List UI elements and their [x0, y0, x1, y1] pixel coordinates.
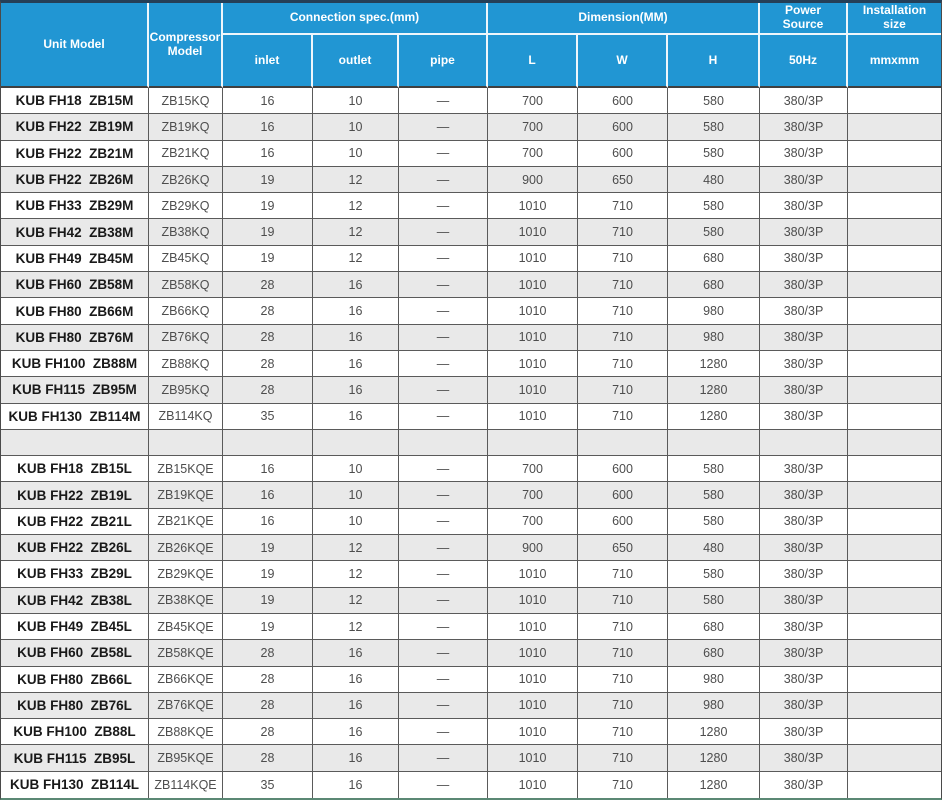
cell-w: 600: [578, 114, 668, 140]
cell-w: 710: [578, 561, 668, 587]
cell-pipe: —: [399, 167, 488, 193]
cell-unit-model: KUB FH80 ZB76L: [1, 693, 149, 719]
cell-pipe: —: [399, 88, 488, 114]
cell-install: [848, 377, 941, 403]
cell-inlet: 19: [223, 246, 313, 272]
cell-install: [848, 535, 941, 561]
cell-h: 680: [668, 614, 760, 640]
cell-outlet: 16: [313, 772, 399, 798]
cell-w: 710: [578, 745, 668, 771]
cell-l: 1010: [488, 719, 578, 745]
cell-compressor-model: ZB76KQ: [149, 325, 223, 351]
cell-inlet: 19: [223, 167, 313, 193]
cell-inlet: 16: [223, 482, 313, 508]
cell-pipe: —: [399, 640, 488, 666]
cell-pipe: —: [399, 141, 488, 167]
col-group-power-source: Power Source: [760, 3, 848, 35]
cell-l: 1010: [488, 404, 578, 430]
cell-unit-model: KUB FH18 ZB15M: [1, 88, 149, 114]
cell-power: 380/3P: [760, 456, 848, 482]
cell-power: 380/3P: [760, 272, 848, 298]
cell-power: 380/3P: [760, 114, 848, 140]
cell-power: 380/3P: [760, 719, 848, 745]
cell-l: 1010: [488, 193, 578, 219]
col-header-50hz: 50Hz: [760, 35, 848, 88]
cell-inlet: 28: [223, 693, 313, 719]
cell-install: [848, 404, 941, 430]
cell-outlet: 16: [313, 351, 399, 377]
cell-inlet: 35: [223, 772, 313, 798]
cell-unit-model: [1, 430, 149, 456]
cell-outlet: 12: [313, 193, 399, 219]
cell-inlet: 19: [223, 535, 313, 561]
cell-outlet: 16: [313, 404, 399, 430]
cell-pipe: [399, 430, 488, 456]
cell-l: 1010: [488, 588, 578, 614]
cell-pipe: —: [399, 719, 488, 745]
cell-compressor-model: ZB88KQE: [149, 719, 223, 745]
cell-pipe: —: [399, 351, 488, 377]
cell-h: 480: [668, 167, 760, 193]
cell-install: [848, 561, 941, 587]
cell-unit-model: KUB FH130 ZB114M: [1, 404, 149, 430]
cell-compressor-model: [149, 430, 223, 456]
cell-h: 1280: [668, 351, 760, 377]
cell-compressor-model: ZB21KQ: [149, 141, 223, 167]
cell-install: [848, 667, 941, 693]
cell-pipe: —: [399, 272, 488, 298]
col-header-inlet: inlet: [223, 35, 313, 88]
cell-compressor-model: ZB95KQ: [149, 377, 223, 403]
cell-outlet: 16: [313, 745, 399, 771]
cell-install: [848, 141, 941, 167]
cell-w: 650: [578, 535, 668, 561]
cell-power: 380/3P: [760, 772, 848, 798]
cell-h: 580: [668, 141, 760, 167]
cell-l: 1010: [488, 298, 578, 324]
cell-install: [848, 509, 941, 535]
cell-l: 1010: [488, 561, 578, 587]
cell-pipe: —: [399, 219, 488, 245]
cell-unit-model: KUB FH80 ZB66M: [1, 298, 149, 324]
cell-w: 710: [578, 640, 668, 666]
cell-power: 380/3P: [760, 535, 848, 561]
cell-compressor-model: ZB88KQ: [149, 351, 223, 377]
cell-pipe: —: [399, 246, 488, 272]
cell-unit-model: KUB FH22 ZB21L: [1, 509, 149, 535]
cell-compressor-model: ZB29KQ: [149, 193, 223, 219]
cell-power: 380/3P: [760, 693, 848, 719]
cell-power: 380/3P: [760, 404, 848, 430]
cell-unit-model: KUB FH100 ZB88M: [1, 351, 149, 377]
cell-compressor-model: ZB45KQ: [149, 246, 223, 272]
cell-install: [848, 246, 941, 272]
cell-w: 710: [578, 693, 668, 719]
cell-h: 1280: [668, 719, 760, 745]
cell-pipe: —: [399, 298, 488, 324]
cell-unit-model: KUB FH42 ZB38M: [1, 219, 149, 245]
cell-outlet: 16: [313, 640, 399, 666]
cell-w: 600: [578, 88, 668, 114]
cell-unit-model: KUB FH49 ZB45L: [1, 614, 149, 640]
cell-compressor-model: ZB15KQ: [149, 88, 223, 114]
cell-outlet: 10: [313, 141, 399, 167]
cell-install: [848, 693, 941, 719]
cell-w: 650: [578, 167, 668, 193]
cell-install: [848, 167, 941, 193]
col-header-mmxmm: mmxmm: [848, 35, 941, 88]
cell-w: 710: [578, 246, 668, 272]
cell-pipe: —: [399, 614, 488, 640]
cell-inlet: 16: [223, 114, 313, 140]
cell-w: 710: [578, 325, 668, 351]
cell-h: 580: [668, 193, 760, 219]
cell-outlet: 10: [313, 509, 399, 535]
cell-h: [668, 430, 760, 456]
cell-install: [848, 456, 941, 482]
cell-install: [848, 193, 941, 219]
cell-compressor-model: ZB66KQE: [149, 667, 223, 693]
cell-compressor-model: ZB15KQE: [149, 456, 223, 482]
cell-power: 380/3P: [760, 351, 848, 377]
cell-w: 710: [578, 193, 668, 219]
cell-l: 1010: [488, 693, 578, 719]
cell-compressor-model: ZB21KQE: [149, 509, 223, 535]
cell-compressor-model: ZB26KQE: [149, 535, 223, 561]
cell-outlet: 16: [313, 298, 399, 324]
cell-l: 1010: [488, 272, 578, 298]
cell-unit-model: KUB FH22 ZB19L: [1, 482, 149, 508]
cell-pipe: —: [399, 535, 488, 561]
cell-inlet: 19: [223, 561, 313, 587]
cell-inlet: 16: [223, 509, 313, 535]
cell-install: [848, 351, 941, 377]
cell-h: 1280: [668, 772, 760, 798]
cell-l: 1010: [488, 640, 578, 666]
cell-unit-model: KUB FH22 ZB21M: [1, 141, 149, 167]
cell-unit-model: KUB FH22 ZB26M: [1, 167, 149, 193]
cell-h: 580: [668, 456, 760, 482]
cell-inlet: 16: [223, 141, 313, 167]
cell-unit-model: KUB FH60 ZB58M: [1, 272, 149, 298]
cell-compressor-model: ZB38KQ: [149, 219, 223, 245]
cell-inlet: 16: [223, 88, 313, 114]
cell-h: 1280: [668, 404, 760, 430]
cell-pipe: —: [399, 377, 488, 403]
cell-compressor-model: ZB19KQ: [149, 114, 223, 140]
cell-power: 380/3P: [760, 561, 848, 587]
cell-compressor-model: ZB58KQE: [149, 640, 223, 666]
cell-l: 1010: [488, 614, 578, 640]
cell-pipe: —: [399, 745, 488, 771]
cell-pipe: —: [399, 456, 488, 482]
cell-l: 1010: [488, 351, 578, 377]
cell-install: [848, 640, 941, 666]
cell-outlet: 10: [313, 88, 399, 114]
cell-install: [848, 430, 941, 456]
cell-w: 710: [578, 588, 668, 614]
cell-unit-model: KUB FH18 ZB15L: [1, 456, 149, 482]
cell-unit-model: KUB FH33 ZB29L: [1, 561, 149, 587]
cell-inlet: 35: [223, 404, 313, 430]
cell-power: 380/3P: [760, 193, 848, 219]
cell-w: 710: [578, 772, 668, 798]
cell-w: 710: [578, 219, 668, 245]
cell-compressor-model: ZB95KQE: [149, 745, 223, 771]
cell-l: 1010: [488, 246, 578, 272]
cell-outlet: 16: [313, 377, 399, 403]
col-group-installation-size: Installation size: [848, 3, 941, 35]
cell-install: [848, 745, 941, 771]
cell-h: 580: [668, 114, 760, 140]
cell-install: [848, 614, 941, 640]
cell-power: 380/3P: [760, 588, 848, 614]
cell-l: [488, 430, 578, 456]
cell-l: 700: [488, 456, 578, 482]
cell-install: [848, 325, 941, 351]
cell-unit-model: KUB FH60 ZB58L: [1, 640, 149, 666]
cell-l: 900: [488, 535, 578, 561]
cell-inlet: 28: [223, 377, 313, 403]
cell-outlet: 16: [313, 667, 399, 693]
cell-power: 380/3P: [760, 167, 848, 193]
cell-h: 680: [668, 272, 760, 298]
cell-power: 380/3P: [760, 667, 848, 693]
cell-w: 710: [578, 404, 668, 430]
cell-w: 710: [578, 351, 668, 377]
cell-pipe: —: [399, 509, 488, 535]
cell-unit-model: KUB FH100 ZB88L: [1, 719, 149, 745]
cell-l: 700: [488, 482, 578, 508]
cell-power: 380/3P: [760, 640, 848, 666]
cell-l: 1010: [488, 377, 578, 403]
cell-outlet: 12: [313, 535, 399, 561]
cell-outlet: 12: [313, 246, 399, 272]
cell-unit-model: KUB FH80 ZB66L: [1, 667, 149, 693]
cell-outlet: 12: [313, 167, 399, 193]
cell-w: 710: [578, 614, 668, 640]
cell-l: 1010: [488, 745, 578, 771]
cell-l: 700: [488, 509, 578, 535]
cell-inlet: 28: [223, 719, 313, 745]
cell-power: 380/3P: [760, 745, 848, 771]
cell-outlet: 12: [313, 614, 399, 640]
cell-h: 580: [668, 88, 760, 114]
cell-h: 480: [668, 535, 760, 561]
cell-pipe: —: [399, 667, 488, 693]
cell-power: 380/3P: [760, 614, 848, 640]
cell-l: 1010: [488, 772, 578, 798]
cell-outlet: 10: [313, 482, 399, 508]
cell-inlet: 19: [223, 193, 313, 219]
cell-l: 700: [488, 88, 578, 114]
cell-pipe: —: [399, 325, 488, 351]
cell-h: 680: [668, 246, 760, 272]
col-group-dimension: Dimension(MM): [488, 3, 760, 35]
cell-h: 580: [668, 219, 760, 245]
cell-power: 380/3P: [760, 88, 848, 114]
cell-w: [578, 430, 668, 456]
cell-install: [848, 88, 941, 114]
cell-pipe: —: [399, 693, 488, 719]
cell-outlet: 16: [313, 272, 399, 298]
cell-inlet: 19: [223, 614, 313, 640]
cell-h: 1280: [668, 745, 760, 771]
cell-h: 1280: [668, 377, 760, 403]
cell-pipe: —: [399, 404, 488, 430]
cell-l: 1010: [488, 667, 578, 693]
cell-w: 710: [578, 272, 668, 298]
cell-w: 600: [578, 482, 668, 508]
cell-inlet: 28: [223, 325, 313, 351]
cell-inlet: 28: [223, 298, 313, 324]
cell-l: 700: [488, 141, 578, 167]
cell-install: [848, 719, 941, 745]
cell-inlet: 28: [223, 640, 313, 666]
col-header-length: L: [488, 35, 578, 88]
cell-h: 580: [668, 482, 760, 508]
col-header-pipe: pipe: [399, 35, 488, 88]
cell-compressor-model: ZB114KQ: [149, 404, 223, 430]
cell-l: 1010: [488, 219, 578, 245]
cell-unit-model: KUB FH80 ZB76M: [1, 325, 149, 351]
cell-w: 710: [578, 377, 668, 403]
cell-install: [848, 114, 941, 140]
cell-outlet: 12: [313, 219, 399, 245]
cell-h: 680: [668, 640, 760, 666]
cell-w: 710: [578, 667, 668, 693]
col-header-height: H: [668, 35, 760, 88]
col-header-outlet: outlet: [313, 35, 399, 88]
cell-install: [848, 219, 941, 245]
cell-inlet: 19: [223, 219, 313, 245]
cell-pipe: —: [399, 193, 488, 219]
cell-h: 580: [668, 561, 760, 587]
cell-pipe: —: [399, 561, 488, 587]
cell-inlet: 28: [223, 272, 313, 298]
cell-inlet: [223, 430, 313, 456]
cell-h: 980: [668, 693, 760, 719]
cell-power: 380/3P: [760, 509, 848, 535]
cell-power: 380/3P: [760, 325, 848, 351]
cell-compressor-model: ZB19KQE: [149, 482, 223, 508]
cell-unit-model: KUB FH22 ZB19M: [1, 114, 149, 140]
cell-install: [848, 272, 941, 298]
cell-h: 980: [668, 298, 760, 324]
cell-unit-model: KUB FH115 ZB95M: [1, 377, 149, 403]
cell-inlet: 28: [223, 745, 313, 771]
cell-outlet: 10: [313, 114, 399, 140]
cell-l: 700: [488, 114, 578, 140]
cell-compressor-model: ZB58KQ: [149, 272, 223, 298]
cell-compressor-model: ZB29KQE: [149, 561, 223, 587]
cell-install: [848, 298, 941, 324]
cell-inlet: 16: [223, 456, 313, 482]
cell-l: 1010: [488, 325, 578, 351]
cell-pipe: —: [399, 772, 488, 798]
cell-compressor-model: ZB76KQE: [149, 693, 223, 719]
cell-outlet: 16: [313, 693, 399, 719]
cell-inlet: 28: [223, 351, 313, 377]
cell-w: 600: [578, 456, 668, 482]
cell-power: 380/3P: [760, 298, 848, 324]
cell-h: 580: [668, 509, 760, 535]
cell-h: 580: [668, 588, 760, 614]
cell-compressor-model: ZB38KQE: [149, 588, 223, 614]
cell-unit-model: KUB FH42 ZB38L: [1, 588, 149, 614]
cell-outlet: 16: [313, 325, 399, 351]
cell-power: 380/3P: [760, 141, 848, 167]
cell-install: [848, 772, 941, 798]
col-header-compressor-model: Compressor Model: [149, 3, 223, 88]
cell-pipe: —: [399, 482, 488, 508]
cell-compressor-model: ZB45KQE: [149, 614, 223, 640]
cell-outlet: 12: [313, 561, 399, 587]
cell-power: 380/3P: [760, 377, 848, 403]
col-group-connection-spec: Connection spec.(mm): [223, 3, 488, 35]
cell-unit-model: KUB FH49 ZB45M: [1, 246, 149, 272]
cell-h: 980: [668, 325, 760, 351]
cell-h: 980: [668, 667, 760, 693]
cell-outlet: [313, 430, 399, 456]
cell-w: 710: [578, 719, 668, 745]
cell-pipe: —: [399, 588, 488, 614]
cell-compressor-model: ZB26KQ: [149, 167, 223, 193]
cell-w: 600: [578, 509, 668, 535]
cell-unit-model: KUB FH33 ZB29M: [1, 193, 149, 219]
cell-pipe: —: [399, 114, 488, 140]
cell-outlet: 10: [313, 456, 399, 482]
cell-outlet: 12: [313, 588, 399, 614]
cell-outlet: 16: [313, 719, 399, 745]
cell-power: 380/3P: [760, 246, 848, 272]
cell-inlet: 28: [223, 667, 313, 693]
cell-l: 900: [488, 167, 578, 193]
cell-w: 600: [578, 141, 668, 167]
cell-compressor-model: ZB66KQ: [149, 298, 223, 324]
cell-compressor-model: ZB114KQE: [149, 772, 223, 798]
cell-power: [760, 430, 848, 456]
cell-unit-model: KUB FH22 ZB26L: [1, 535, 149, 561]
cell-power: 380/3P: [760, 219, 848, 245]
col-header-width: W: [578, 35, 668, 88]
cell-install: [848, 588, 941, 614]
cell-install: [848, 482, 941, 508]
cell-w: 710: [578, 298, 668, 324]
cell-inlet: 19: [223, 588, 313, 614]
col-header-unit-model: Unit Model: [1, 3, 149, 88]
cell-unit-model: KUB FH130 ZB114L: [1, 772, 149, 798]
cell-unit-model: KUB FH115 ZB95L: [1, 745, 149, 771]
cell-power: 380/3P: [760, 482, 848, 508]
